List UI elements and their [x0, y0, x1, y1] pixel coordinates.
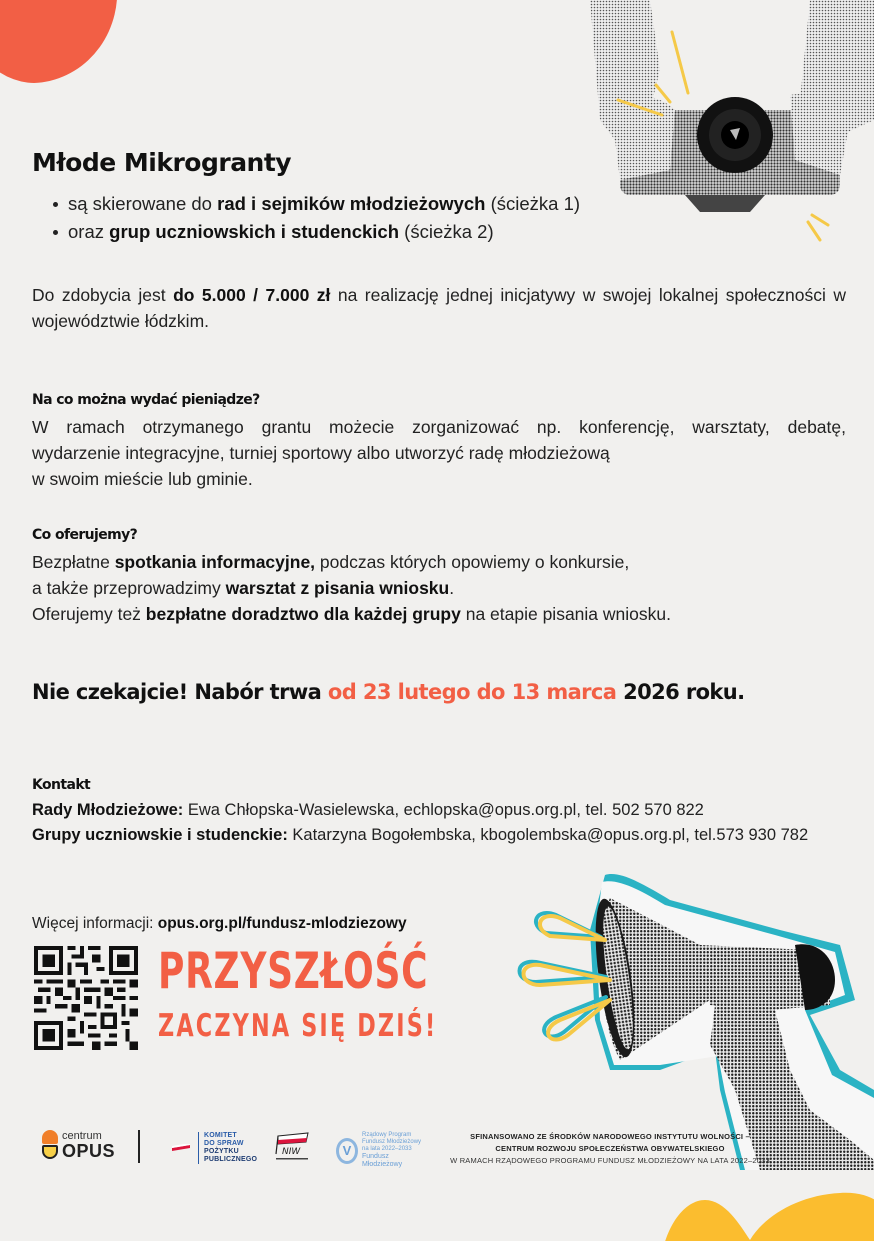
offer-bold: bezpłatne doradztwo dla każdej grupy	[145, 604, 461, 624]
more-info-link[interactable]: opus.org.pl/fundusz-mlodziezowy	[157, 915, 407, 932]
more-info	[32, 915, 407, 933]
offer-line	[32, 601, 846, 627]
spend-line: w swoim mieście lub gminie.	[32, 469, 253, 489]
page-title: Młode Mikrogranty	[32, 148, 292, 177]
offer-line	[32, 575, 846, 601]
opus-logo-icon	[42, 1130, 58, 1160]
offer-paragraph	[32, 549, 846, 627]
offer-text: na etapie pisania wniosku.	[460, 604, 671, 624]
contact-heading: Kontakt	[32, 777, 91, 793]
audience-item	[50, 218, 580, 246]
audience-item-path: (ścieżka 1)	[485, 193, 581, 214]
contact-label: Grupy uczniowskie i studenckie:	[32, 826, 288, 844]
offer-text: .	[449, 578, 455, 598]
megaphone-image	[510, 870, 874, 1170]
camera-hands-image	[590, 0, 874, 245]
komitet-line: DO SPRAW	[204, 1140, 244, 1147]
audience-item-text: oraz	[68, 221, 110, 242]
offer-heading: Co oferujemy?	[32, 527, 138, 543]
fundusz-small: Fundusz Młodzieżowy	[362, 1139, 422, 1145]
audience-list	[50, 190, 580, 246]
slogan	[158, 944, 437, 1048]
funding-line: W RAMACH RZĄDOWEGO PROGRAMU FUNDUSZ MŁODZIEŻOWY NA LATA 2022–2033	[450, 1156, 770, 1165]
komitet-logo	[172, 1132, 257, 1164]
deadline-year: 2026 roku.	[616, 680, 745, 704]
slogan-line-1: PRZYSZŁOŚĆ	[158, 942, 429, 1000]
audience-item-path: (ścieżka 2)	[399, 221, 494, 242]
slogan-line-2: ZACZYNA SIĘ DZIŚ!	[158, 1008, 438, 1044]
audience-item-bold: rad i sejmików młodzieżowych	[217, 193, 486, 214]
yellow-blob-decoration	[650, 1185, 874, 1241]
offer-text: Oferujemy też	[32, 604, 146, 624]
grant-text-end: na realizację jednej inicjatywy w swojej lokalnej społeczności w województwie łódzkim.	[32, 285, 847, 331]
contact-value[interactable]: Ewa Chłopska-Wasielewska, echlopska@opus.org.pl, tel. 502 570 822	[183, 801, 704, 819]
komitet-line: POŻYTKU	[204, 1148, 239, 1155]
offer-bold: warsztat z pisania wniosku	[225, 578, 450, 598]
orange-blob-decoration	[0, 0, 129, 92]
qr-code[interactable]	[34, 946, 138, 1050]
contact-value[interactable]: Katarzyna Bogołembska, kbogolembska@opus.org.pl, tel.573 930 782	[287, 826, 809, 844]
grant-paragraph	[32, 282, 846, 334]
deadline-dates: od 23 lutego do 13 marca	[327, 680, 617, 704]
polish-flag-icon	[172, 1144, 190, 1152]
contact-row	[32, 798, 808, 823]
offer-line	[32, 549, 846, 575]
deadline-text: Nie czekajcie! Nabór trwa	[32, 680, 328, 704]
deadline-banner	[32, 680, 745, 704]
niw-logo	[272, 1132, 314, 1162]
funding-line: SFINANSOWANO ZE ŚRODKÓW NARODOWEGO INSTYTUTU WOLNOŚCI –	[470, 1132, 750, 1141]
niw-text: NIW	[282, 1147, 301, 1157]
offer-text: Bezpłatne	[32, 552, 115, 572]
offer-text: podczas których opowiemy o konkursie,	[315, 552, 630, 572]
offer-text: a także przeprowadzimy	[32, 578, 226, 598]
contact-label: Rady Młodzieżowe:	[32, 801, 184, 819]
komitet-line: KOMITET	[204, 1132, 237, 1139]
fundusz-small: Rządowy Program	[362, 1132, 412, 1138]
audience-item-bold: grup uczniowskich i studenckich	[109, 221, 400, 242]
fundusz-v-icon: V	[336, 1138, 358, 1164]
fundusz-small: na lata 2022–2033	[362, 1146, 412, 1152]
more-info-label: Więcej informacji:	[32, 915, 158, 932]
offer-bold: spotkania informacyjne,	[114, 552, 316, 572]
funding-statement	[440, 1131, 780, 1167]
fundusz-mlodziezowy-logo	[336, 1132, 421, 1169]
opus-logo	[42, 1130, 115, 1160]
opus-logo-big: OPUS	[62, 1140, 116, 1161]
spend-heading: Na co można wydać pieniądze?	[32, 392, 260, 408]
grant-text: Do zdobycia jest	[32, 285, 174, 305]
logo-divider	[138, 1130, 140, 1163]
contact-block	[32, 798, 808, 848]
grant-amount: do 5.000 / 7.000 zł	[173, 285, 331, 305]
contact-row	[32, 823, 808, 848]
spend-line: W ramach otrzymanego grantu możecie zorganizować np. konferencję, warsztaty, debatę,	[32, 417, 846, 437]
audience-item-text: są skierowane do	[68, 193, 218, 214]
spend-paragraph	[32, 414, 846, 492]
fundusz-name: Młodzieżowy	[362, 1161, 403, 1168]
funding-line: CENTRUM ROZWOJU SPOŁECZEŃSTWA OBYWATELSKIEGO	[495, 1144, 725, 1153]
spend-line: wydarzenie integracyjne, turniej sportowy albo utworzyć radę młodzieżową	[32, 443, 610, 463]
fundusz-name: Fundusz	[362, 1153, 389, 1160]
opus-logo-small: centrum	[62, 1129, 102, 1142]
audience-item	[50, 190, 580, 218]
komitet-line: PUBLICZNEGO	[204, 1156, 258, 1163]
